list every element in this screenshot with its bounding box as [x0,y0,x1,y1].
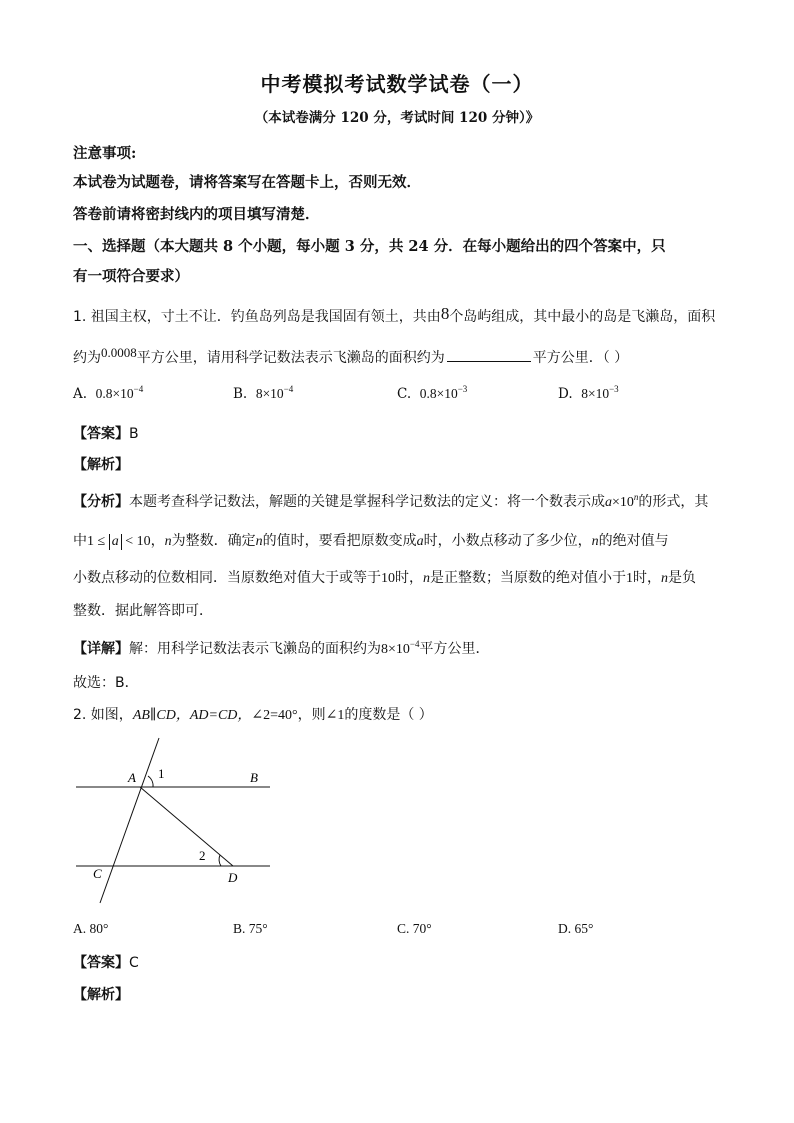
q1-analysis-tag [73,454,129,474]
label-a: A [128,770,136,785]
math: ∠2=40°，则∠1 [251,708,345,723]
fenxi-tag: 【分析】 [73,494,129,510]
math: n [423,571,430,586]
option-label: C. [397,386,412,402]
q1-option-c [397,386,467,402]
option-exponent: −4 [133,384,144,394]
option-label: A. [73,386,88,402]
option-exponent: −3 [457,384,468,394]
option-value: 65° [574,921,594,936]
q1-fenxi-line-2 [73,530,669,550]
angle-2-arc [219,855,221,866]
text: 时，小数点移动了多少位， [423,533,592,549]
answer-value: B [129,426,139,442]
option-value: 8×10 [255,386,284,401]
page-subtitle: （本试卷满分 120 分，考试时间 120 分钟）》 [254,110,540,126]
q2-answer [73,952,139,972]
math: n [255,534,263,549]
text: 时， [633,570,661,586]
q1-option-b [233,386,293,402]
label-angle-1: 1 [158,766,165,781]
q1-area-value: 0.0008 [101,345,137,360]
q1-stem-part4: 平方公里，请用科学记数法表示飞濑岛的面积约为 [136,350,445,366]
notice-heading: 注意事项: [73,145,137,162]
text: 平方公里． [419,641,490,657]
q1-stem-part3: 约为 [73,350,101,366]
math: n [591,534,599,549]
q1-choose: 故选：B． [73,675,139,691]
text: 为整数．确定 [171,533,256,549]
math: ×10 [612,495,634,510]
math: a [109,534,122,550]
text: 本题考查科学记数法，解题的关键是掌握科学记数法的定义：将一个数表示成 [129,494,605,510]
q1-stem-line-2 [73,345,628,367]
q1-answer-blank [447,349,531,362]
text: 是正整数；当原数的绝对值小于 [430,570,626,586]
math: −4 [409,639,420,649]
option-value: 8×10 [581,386,610,401]
option-value: 80° [89,921,109,936]
label-b: B [250,770,258,785]
analysis-tag: 【解析】 [73,457,129,473]
option-value: 0.8×10 [419,386,458,401]
q2-analysis-tag [73,984,129,1004]
line-ad [140,787,233,866]
math: 1 ≤ [87,534,109,549]
detail-tag: 【详解】 [73,641,129,657]
text: 中 [73,533,87,549]
q1-fenxi-line-1 [73,491,708,511]
q1-fenxi-line-3 [73,567,696,587]
math: a [416,534,424,549]
q2-option-a [73,921,108,937]
option-value: 70° [412,921,432,936]
math: n [633,492,639,502]
q1-fenxi-line-4: 整数．据此解答即可． [73,603,213,619]
text: 时， [395,570,423,586]
math: 8×10 [381,642,410,657]
option-value: 75° [248,921,268,936]
q1-stem-part1: 1. 祖国主权，寸土不让．钓鱼岛列岛是我国固有领土，共由 [73,309,441,325]
text: 小数点移动的位数相同．当原数绝对值大于或等于 [73,570,381,586]
option-label: B. [233,386,248,402]
math: 10 [381,571,395,586]
q2-stem [73,704,433,724]
text: 解：用科学记数法表示飞濑岛的面积约为 [129,641,381,657]
page-title: 中考模拟考试数学试卷（一） [260,72,534,96]
q2-option-c [397,921,432,937]
q2-figure [60,730,290,910]
analysis-tag: 【解析】 [73,987,129,1003]
q1-answer [73,423,139,443]
answer-tag: 【答案】 [73,955,129,971]
notice-line-1: 本试卷为试题卷，请将答案写在答题卡上，否则无效． [73,174,421,191]
section-heading-line-2: 有一项符合要求） [73,268,189,285]
math: a [605,495,612,510]
math: < 10 [121,534,151,549]
answer-value: C [129,955,139,971]
text: 2. 如图， [73,707,133,723]
option-label: D. [558,921,572,936]
option-label: A. [73,921,87,936]
option-exponent: −4 [283,384,294,394]
option-label: B. [233,921,246,936]
q1-detail [73,638,489,658]
q2-option-b [233,921,268,937]
text: ， [150,533,165,549]
q1-stem-line-1 [73,304,715,326]
text: 的形式，其 [638,494,709,510]
option-value: 0.8×10 [95,386,134,401]
math: n [661,571,668,586]
text: 是负 [668,570,696,586]
angle-1-arc [148,776,153,787]
label-d: D [228,870,238,885]
q1-option-d [558,386,619,402]
option-exponent: −3 [609,384,619,394]
section-heading-line-1: 一、选择题（本大题共 8 个小题，每小题 3 分，共 24 分．在每小题给出的四个答案中，只 [73,238,666,255]
math: AB∥CD，AD=CD， [132,708,252,723]
label-c: C [93,866,102,881]
label-angle-2: 2 [199,848,206,863]
q1-island-count: 8 [440,304,450,323]
option-label: C. [397,921,410,936]
text: 的值时，要看把原数变成 [262,533,417,549]
q2-option-d [558,921,593,937]
answer-tag: 【答案】 [73,426,129,442]
text: 的度数是（ ） [344,707,433,723]
line-ac [100,738,159,903]
q1-option-a [73,386,143,402]
text: 的绝对值与 [598,533,669,549]
math: 1 [626,571,633,586]
option-label: D. [558,386,573,402]
q1-stem-part5: 平方公里．（ ） [532,350,629,366]
math: n [164,534,172,549]
notice-line-2: 答卷前请将密封线内的项目填写清楚． [73,206,320,223]
q1-stem-part2: 个岛屿组成，其中最小的岛是飞濑岛，面积 [449,309,716,325]
